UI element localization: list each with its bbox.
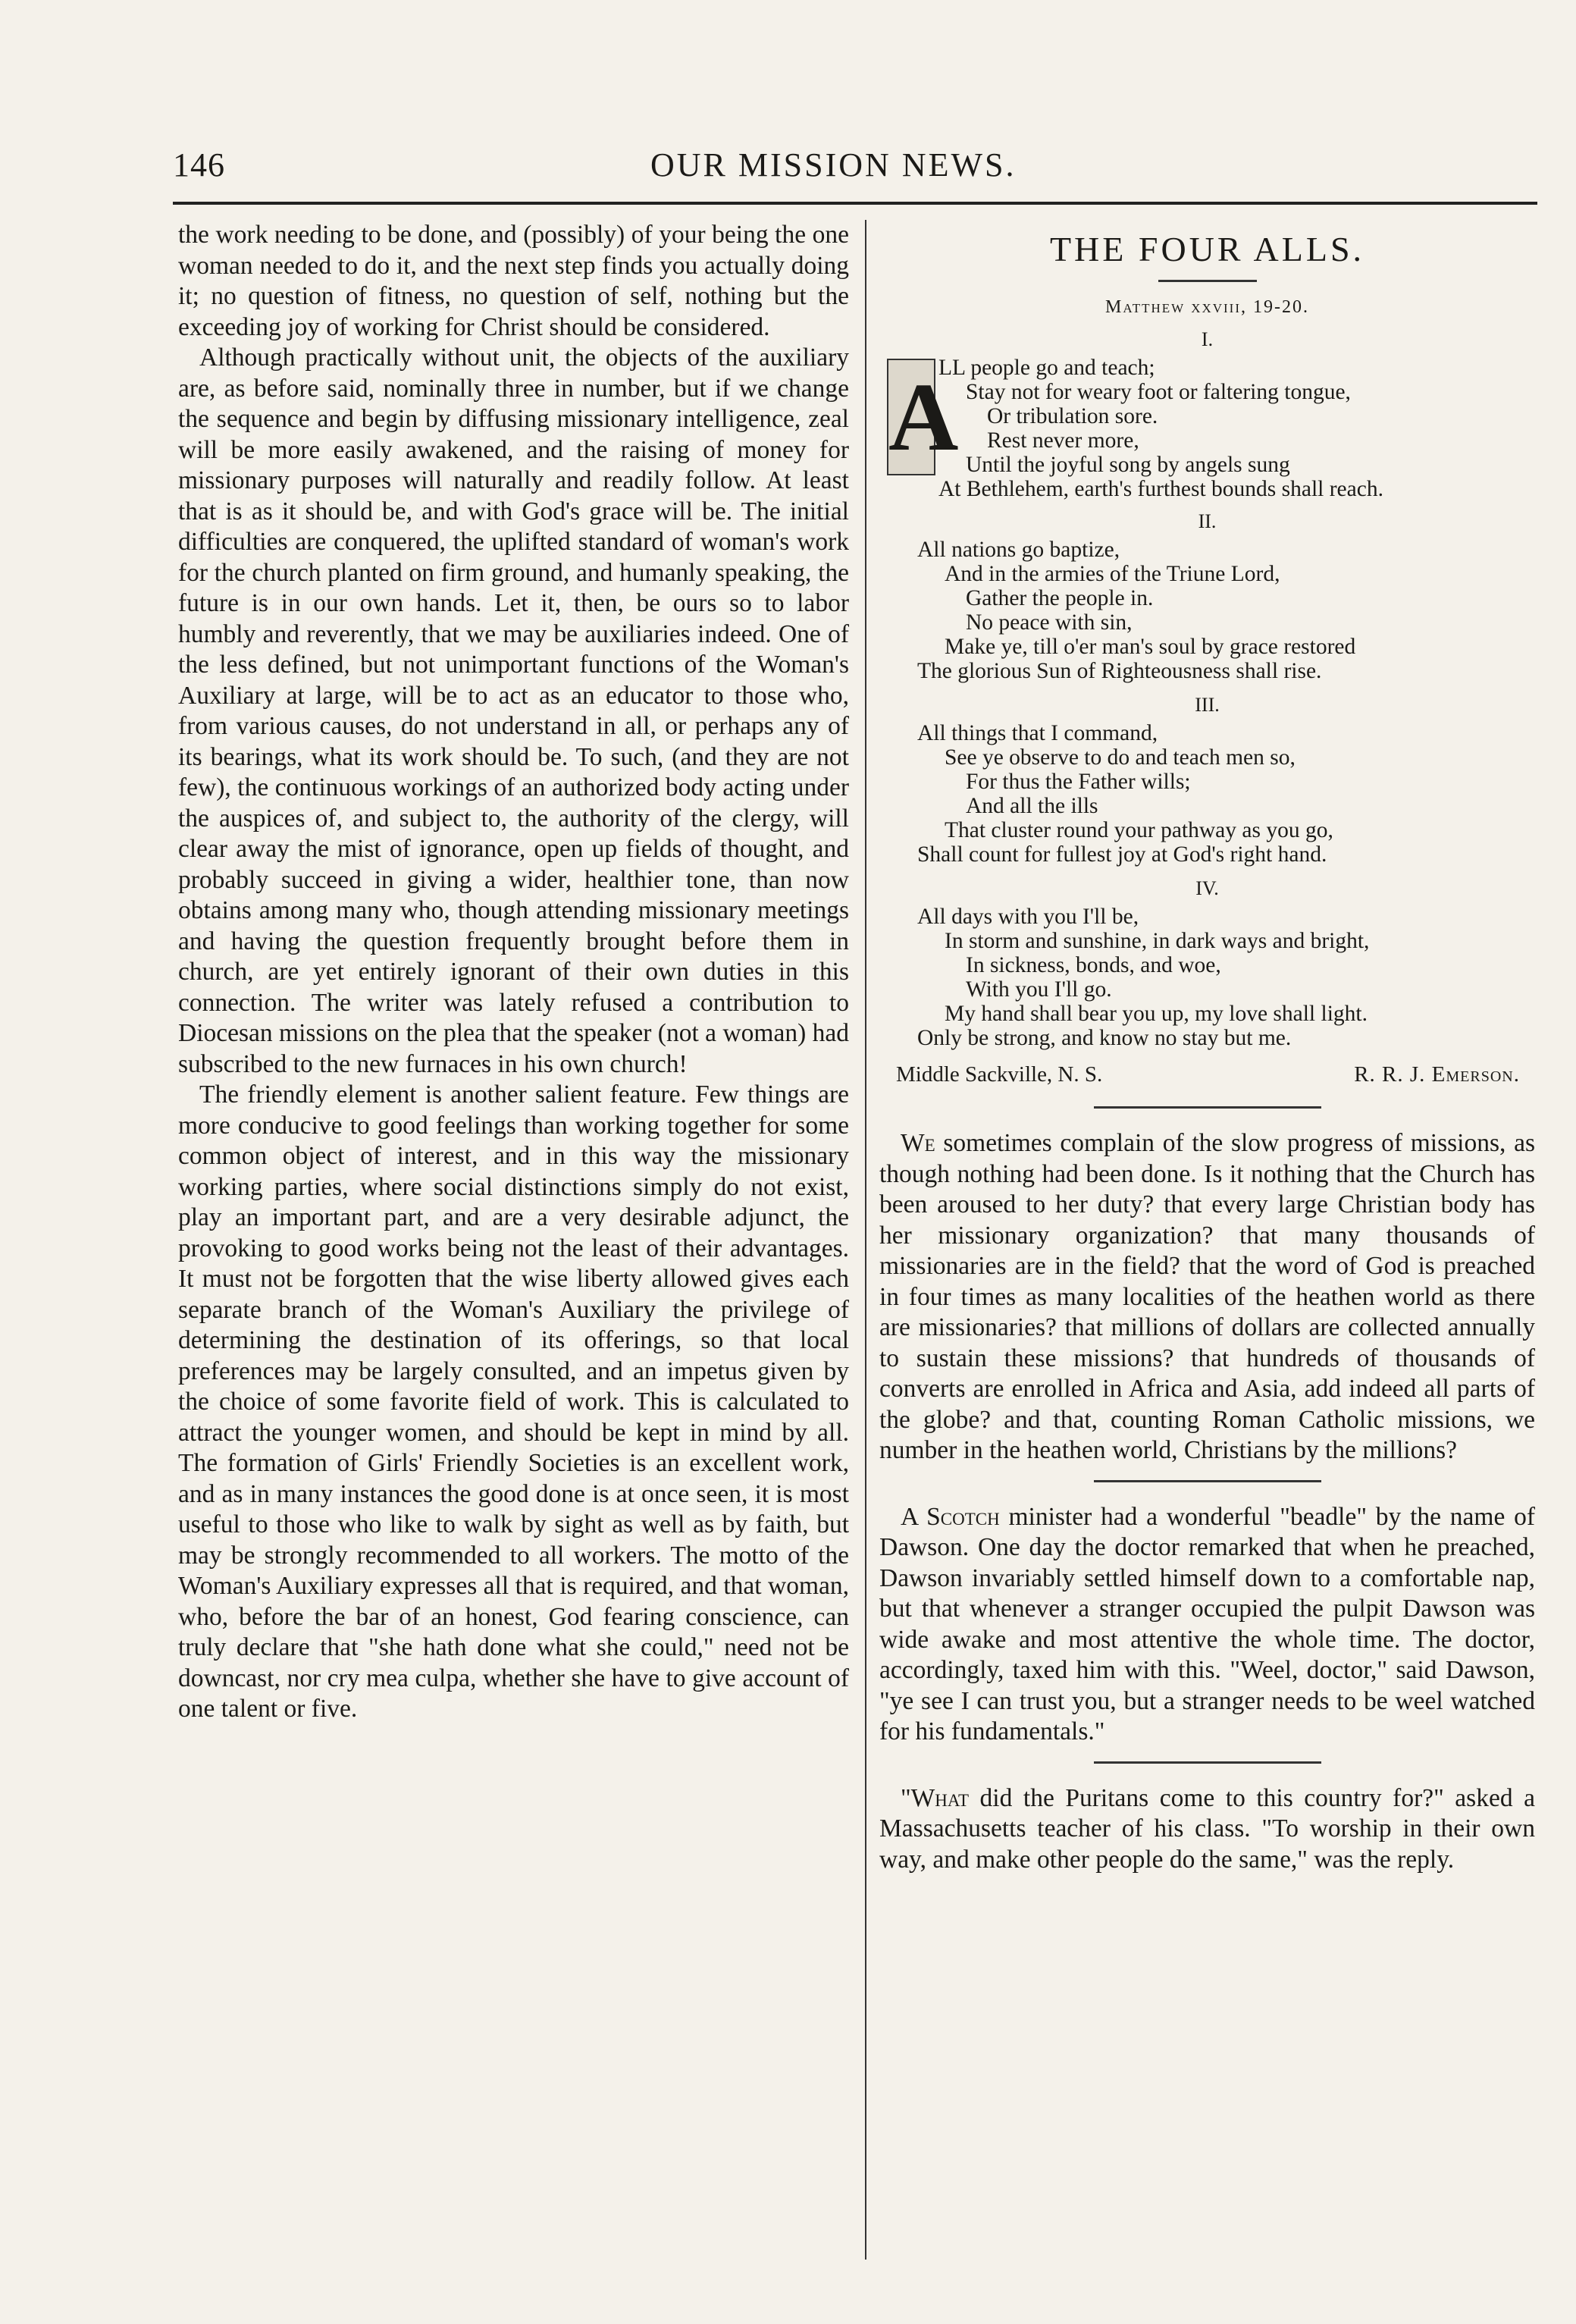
stanza-3: [879, 721, 1535, 867]
left-column: [178, 220, 849, 1725]
lead-word: A Scotch: [901, 1502, 1000, 1531]
stanza-number: II.: [1198, 510, 1217, 532]
stanza-2: [879, 538, 1535, 683]
stanza-number: I.: [1201, 328, 1214, 350]
scripture-reference: Matthew xxviii, 19-20.: [1104, 297, 1309, 317]
stanza-1: [879, 356, 1535, 500]
poem-line: Until the joyful song by angels sung: [966, 453, 1290, 477]
poem-line: In sickness, bonds, and woe,: [966, 953, 1221, 977]
poem-line: Stay not for weary foot or faltering tongue,: [966, 380, 1351, 404]
poem-line: That cluster round your pathway as you go,: [945, 818, 1333, 842]
poem-line: With you I'll go.: [966, 977, 1112, 1002]
poem-line: In storm and sunshine, in dark ways and bright,: [945, 929, 1370, 953]
poem-line: My hand shall bear you up, my love shall light.: [945, 1002, 1368, 1026]
stanza-number: IV.: [1195, 877, 1219, 899]
beadle-anecdote-text: minister had a wonderful "beadle" by the name of Dawson. One day the doctor remarked that when he preached, Dawson invariably settled himself down to a comfortable nap, but that whenever a stranger occupied the pulpit Dawson was wide awake and most attentive the whole time. The doctor, accordingly, taxed him with this. "Weel, doctor," said Dawson, "ye see I can trust you, but a stranger needs to be weel watched for his fundamentals.": [879, 1502, 1535, 1745]
stanza-number: III.: [1195, 694, 1220, 716]
page-number: 146: [173, 146, 225, 183]
paragraph-friendly-element: The friendly element is another salient feature. Few things are more conducive to good feelings than working together for some common object of interest, and in this way the missionary working parties, where social distinctions simply do not exist, play an important part, and are a very desirable adjunct, the provoking to good works being not the least of their advantages. It must not be forgotten that the wise liberty allowed gives each separate branch of the Woman's Auxiliary the privilege of determining the destination of its offerings, so that local preferences may be largely consulted, and an impetus given by the choice of some favorite field of work. This is calculated to attract the younger women, and should be kept in mind by all. The formation of Girls' Friendly Societies is an excellent work, and as in many instances the good done is at once seen, it is most useful to those who like to walk by sight as well as by faith, but may be strongly recommended to all workers. The motto of the Woman's Auxiliary expresses all that is required, and that woman, who, before the bar of an honest, God fearing conscience, can truly declare that "she hath done what she could," need not be downcast, nor cry mea culpa, whether she have to give account of one talent or five.: [178, 1080, 849, 1723]
missions-progress-item: [879, 1128, 1535, 1466]
paragraph-auxiliary-objects: Although practically without unit, the objects of the auxiliary are, as before said, nominally three in number, but if we change the sequence and begin by diffusing missionary intelligence, zeal will be more easily awakened, and the raising of money for missionary purposes will naturally and readily follow. At least that is as it should be, and with God's grace will be. The initial difficulties are conquered, the uplifted standard of woman's work for the church planted on firm ground, and humanly speaking, the future is in our own hands. Let it, then, be ours so to labor humbly and reverently, that we may be auxiliaries indeed. One of the less defined, but not unimportant functions of the Woman's Auxiliary at large, will be to act as an educator to those who, from various causes, do not understand in all, or perhaps any of its bearings, what its work should be. To such, (and they are not few), the continuous workings of an authorized body acting under the auspices of, and subject to, the authority of the clergy, will clear away the mist of ignorance, open up fields of thought, and probably succeed in giving a wider, healthier tone, than now obtains among many who, though attending missionary meetings and having the question frequently brought before them in church, are yet entirely ignorant of their own duties in this connection. The writer was lately refused a contribution to Diocesan missions on the plea that the speaker (not a woman) had subscribed to the new furnaces in his own church!: [178, 343, 849, 1078]
poem-line: And in the armies of the Triune Lord,: [945, 562, 1280, 586]
poem-line: And all the ills: [966, 794, 1098, 818]
puritans-anecdote: [879, 1783, 1535, 1876]
poem-line: For thus the Father wills;: [966, 770, 1191, 794]
poem-line: At Bethlehem, earth's furthest bounds shall reach.: [938, 477, 1383, 501]
poem-line: See ye observe to do and teach men so,: [945, 745, 1296, 770]
poem-line: All days with you I'll be,: [917, 905, 1139, 929]
beadle-anecdote: [879, 1502, 1535, 1748]
poem-line: LL people go and teach;: [938, 356, 1155, 380]
poem-line: Only be strong, and know no stay but me.: [917, 1026, 1292, 1050]
poem-line: Rest never more,: [987, 428, 1139, 453]
stanza-4: [879, 905, 1535, 1050]
poem-line: All nations go baptize,: [917, 538, 1120, 562]
section-rule: [1094, 1761, 1321, 1764]
lead-word: We: [901, 1129, 935, 1157]
right-column: [879, 220, 1535, 1875]
lead-word: "What: [901, 1783, 970, 1812]
poem-line: All things that I command,: [917, 721, 1158, 745]
header-rule: [173, 202, 1537, 205]
poem-line: Make ye, till o'er man's soul by grace restored: [945, 635, 1356, 659]
poem-title: THE FOUR ALLS.: [1049, 230, 1365, 268]
title-rule: [1158, 280, 1257, 282]
paragraph-continued: the work needing to be done, and (possibly) of your being the one woman needed to do it, and the next step finds you actually doing it; no question of fitness, no question of self, nothing but the exceeding joy of working for Christ should be considered.: [178, 221, 849, 341]
ornamental-drop-cap: A: [887, 359, 935, 475]
poem-line: No peace with sin,: [966, 610, 1133, 635]
poem-line: Gather the people in.: [966, 586, 1154, 610]
running-title: OUR MISSION NEWS.: [650, 146, 1017, 183]
column-divider: [865, 220, 866, 2260]
page-header: [173, 146, 1537, 199]
poem-place: Middle Sackville, N. S.: [896, 1062, 1103, 1087]
poem-author: R. R. J. Emerson.: [1354, 1062, 1520, 1087]
poem-line: The glorious Sun of Righteousness shall rise.: [917, 659, 1322, 683]
poem: [879, 229, 1535, 1093]
poem-line: Shall count for fullest joy at God's right hand.: [917, 842, 1327, 867]
poem-signoff: [879, 1062, 1535, 1093]
poem-line: Or tribulation sore.: [987, 404, 1158, 428]
section-rule: [1094, 1106, 1321, 1109]
missions-progress-text: sometimes complain of the slow progress of missions, as though nothing had been done. Is it nothing that the Church has been aroused to her duty? that every large Christian body has her missionary organization? that many thousands of missionaries are in the field? that the word of God is preached in four times as many localities of the heathen world as there are missionaries? that millions of dollars are collected annually to sustain these missions? that hundreds of thousands of converts are enrolled in Africa and Asia, add indeed all parts of the globe? and that, counting Roman Catholic missions, we number in the heathen world, Christians by the millions?: [879, 1129, 1535, 1464]
puritans-anecdote-text: did the Puritans come to this country for?" asked a Massachusetts teacher of his class. "To worship in their own way, and make other people do the same," was the reply.: [879, 1783, 1535, 1874]
section-rule: [1094, 1480, 1321, 1482]
